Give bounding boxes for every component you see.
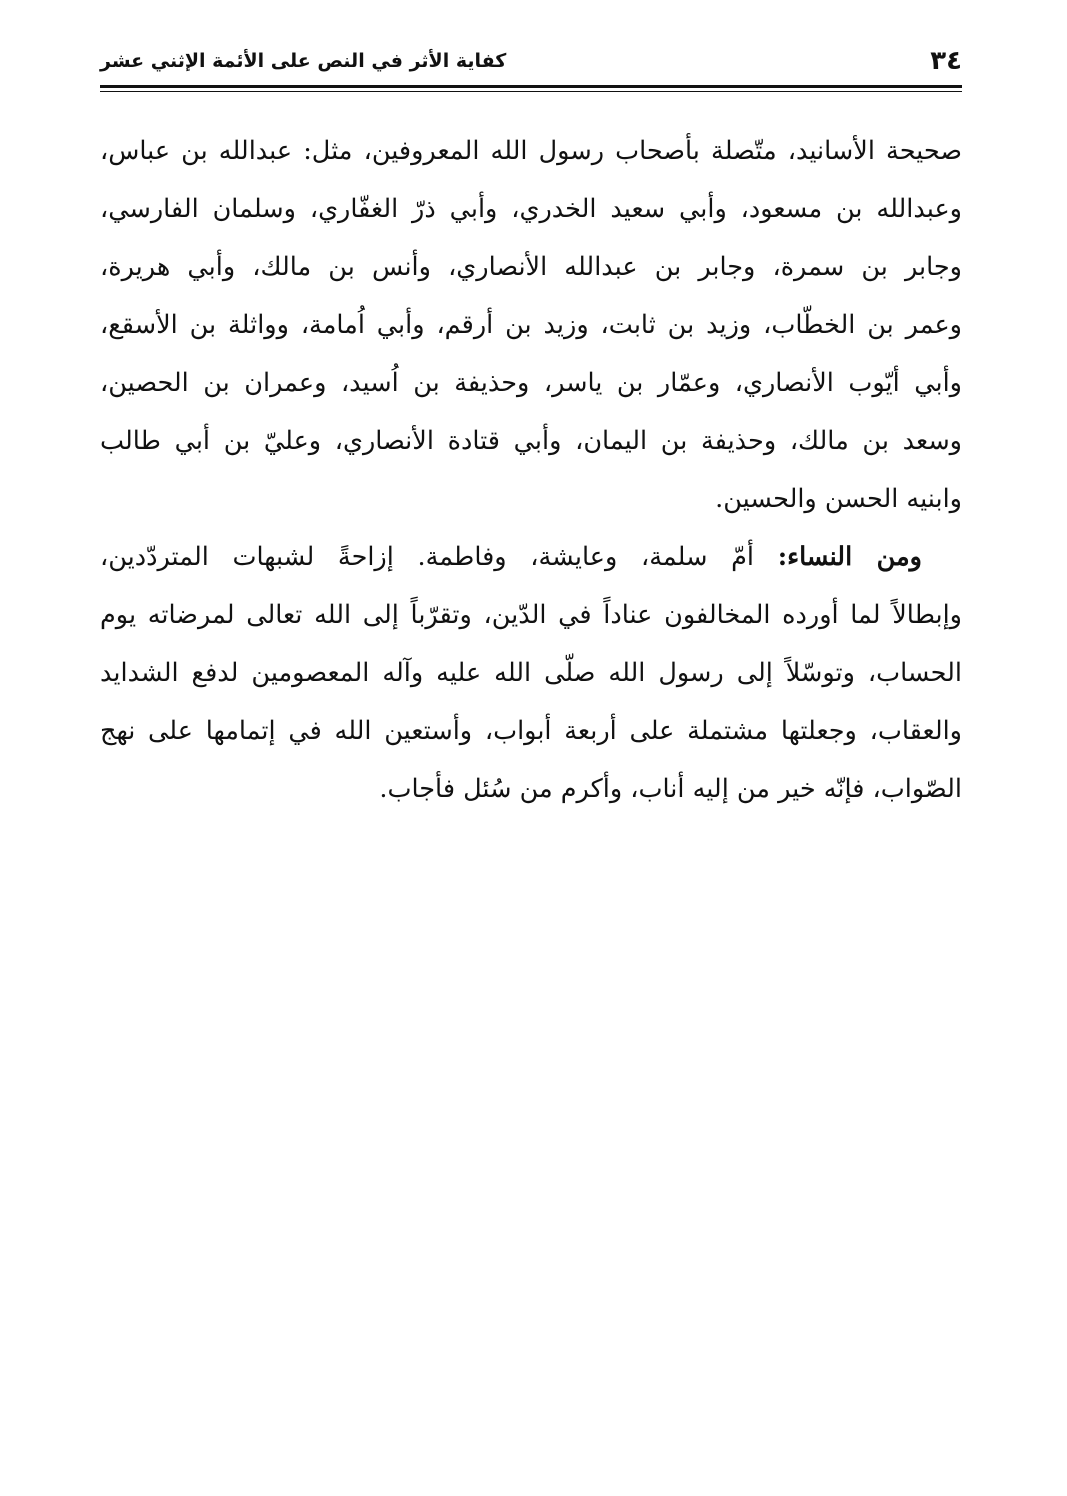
running-title: كفاية الأثر في النص على الأئمة الإثني عشر: [100, 50, 507, 72]
paragraph-line: وابنيه الحسن والحسين.: [715, 484, 962, 514]
paragraph-line: وعمر بن الخطّاب، وزيد بن ثابت، وزيد بن أرقم، وأبي اُمامة، وواثلة بن الأسقع،: [100, 310, 962, 340]
paragraph-line: صحيحة الأسانيد، متّصلة بأصحاب رسول الله المعروفين، مثل: عبدالله بن عباس،: [100, 136, 962, 166]
section-lead-bold: ومن النساء:: [777, 542, 922, 572]
header-rule-thin: [100, 91, 962, 92]
paragraph-2: [100, 528, 962, 818]
paragraph-line: والعقاب، وجعلتها مشتملة على أربعة أبواب، وأستعين الله في إتمامها على نهج: [100, 716, 962, 746]
paragraph-line-rest: أمّ سلمة، وعايشة، وفاطمة. إزاحةً لشبهات المتردّدين،: [100, 542, 754, 572]
paragraph-1: [100, 122, 962, 528]
page-number: ٣٤: [930, 46, 962, 76]
header-rule-thick: [100, 85, 962, 88]
paragraph-line: وجابر بن سمرة، وجابر بن عبدالله الأنصاري، وأنس بن مالك، وأبي هريرة،: [100, 252, 962, 282]
page-header: [100, 44, 962, 84]
paragraph-line: وأبي أيّوب الأنصاري، وعمّار بن ياسر، وحذيفة بن اُسيد، وعمران بن الحصين،: [100, 368, 962, 398]
paragraph-line: وإبطالاً لما أورده المخالفون عناداً في الدّين، وتقرّباً إلى الله تعالى لمرضاته يوم: [100, 600, 962, 630]
paragraph-line: وسعد بن مالك، وحذيفة بن اليمان، وأبي قتادة الأنصاري، وعليّ بن أبي طالب: [100, 426, 962, 456]
paragraph-line: الحساب، وتوسّلاً إلى رسول الله صلّى الله عليه وآله المعصومين لدفع الشدايد: [100, 658, 962, 688]
paragraph-first-line: [100, 528, 962, 586]
paragraph-line: وعبدالله بن مسعود، وأبي سعيد الخدري، وأبي ذرّ الغفّاري، وسلمان الفارسي،: [100, 194, 962, 224]
body-text: [100, 122, 962, 818]
paragraph-line: الصّواب، فإنّه خير من إليه أناب، وأكرم من سُئل فأجاب.: [379, 774, 962, 804]
